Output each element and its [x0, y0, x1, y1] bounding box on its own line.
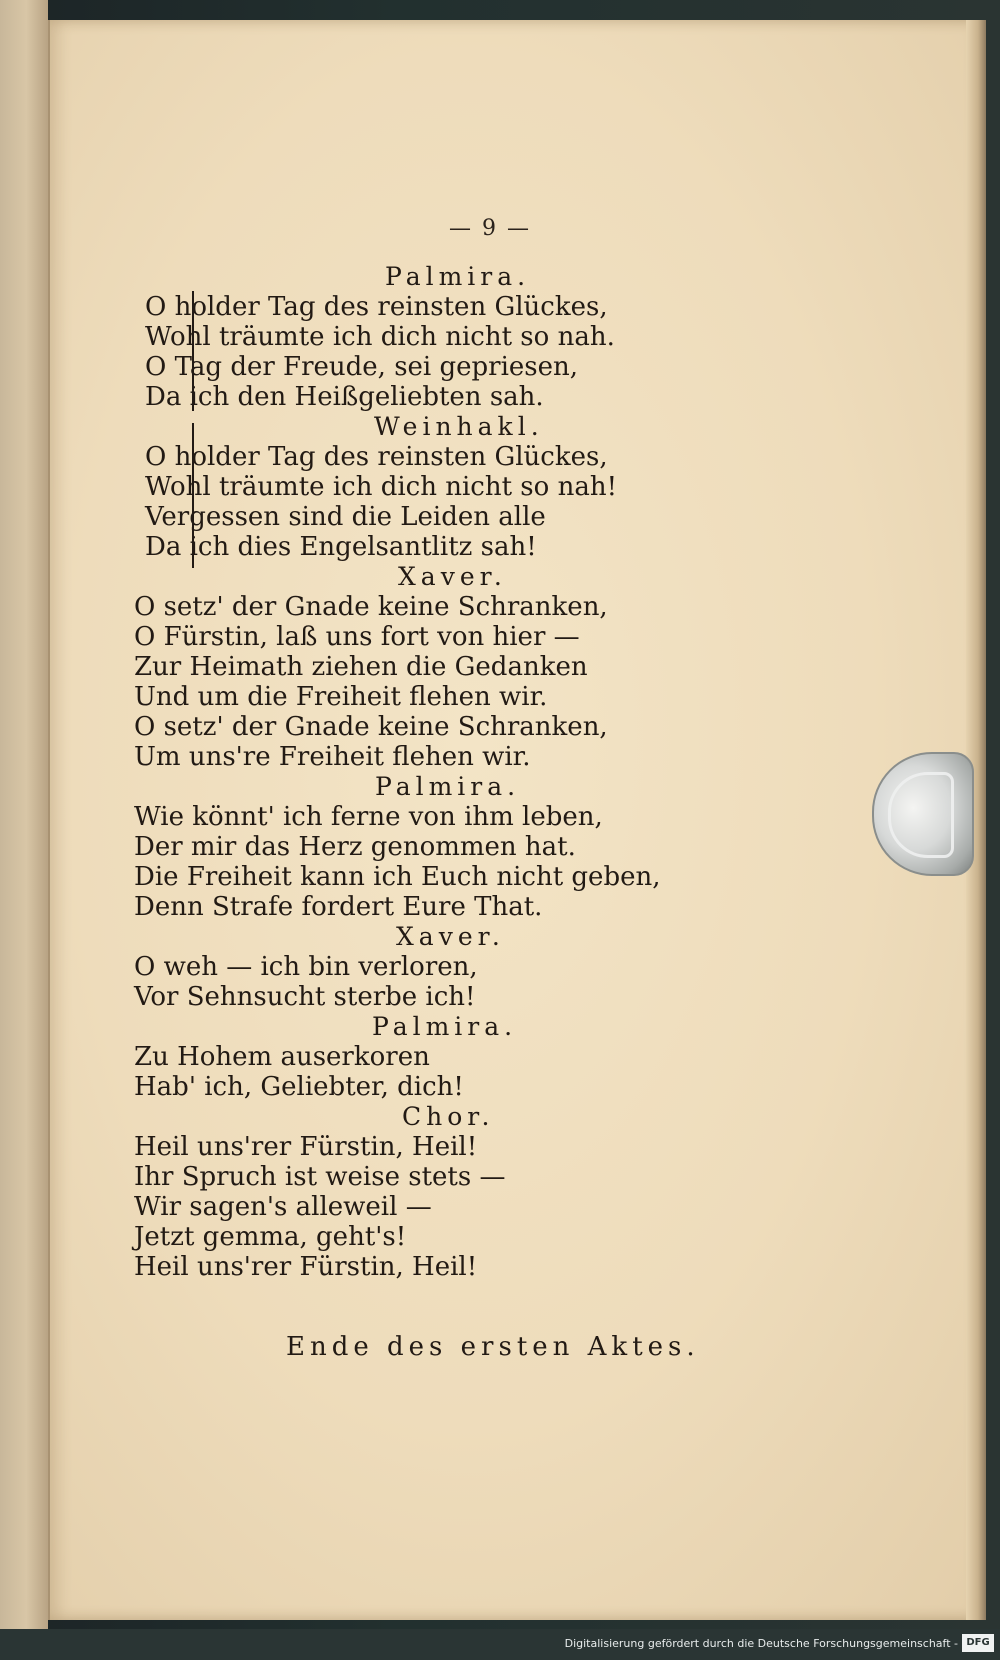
speaker-label: Palmira. [375, 772, 521, 801]
footer-credit: Digitalisierung gefördert durch die Deutsche Forschungsgemeinschaft - [564, 1637, 958, 1650]
verse-line: Vor Sehnsucht sterbe ich! [134, 982, 476, 1012]
verse-line: Denn Strafe fordert Eure That. [134, 892, 543, 922]
page-number: — 9 — [449, 216, 531, 241]
previous-page-edge [0, 0, 48, 1660]
verse-line: O holder Tag des reinsten Glückes, [145, 292, 608, 322]
speaker-label: Palmira. [385, 262, 531, 291]
verse-line: Zur Heimath ziehen die Gedanken [134, 652, 588, 682]
verse-line: Da ich den Heißgeliebten sah. [145, 382, 544, 412]
speaker-label: Xaver. [396, 922, 505, 951]
digitization-footer [0, 1629, 1000, 1660]
verse-line: Jetzt gemma, geht's! [134, 1222, 407, 1252]
verse-line: O setz' der Gnade keine Schranken, [134, 592, 608, 622]
verse-line: Und um die Freiheit flehen wir. [134, 682, 548, 712]
verse-line: O setz' der Gnade keine Schranken, [134, 712, 608, 742]
page-clip [872, 752, 974, 876]
verse-line: Heil uns'rer Fürstin, Heil! [134, 1132, 478, 1162]
verse-line: Wir sagen's alleweil — [134, 1192, 432, 1222]
verse-line: Wie könnt' ich ferne von ihm leben, [134, 802, 603, 832]
verse-line: Um uns're Freiheit flehen wir. [134, 742, 531, 772]
book-page [48, 20, 986, 1620]
verse-line: Die Freiheit kann ich Euch nicht geben, [134, 862, 661, 892]
speaker-label: Chor. [402, 1102, 495, 1131]
verse-line: O Tag der Freude, sei gepriesen, [145, 352, 579, 382]
speaker-label: Xaver. [398, 562, 507, 591]
dfg-logo: DFG [962, 1634, 994, 1652]
verse-line: Wohl träumte ich dich nicht so nah. [145, 322, 615, 352]
verse-line: Zu Hohem auserkoren [134, 1042, 430, 1072]
verse-line: O Fürstin, laß uns fort von hier — [134, 622, 580, 652]
verse-line: Hab' ich, Geliebter, dich! [134, 1072, 464, 1102]
verse-line: Der mir das Herz genommen hat. [134, 832, 576, 862]
act-closing: Ende des ersten Aktes. [286, 1332, 700, 1362]
verse-line: Heil uns'rer Fürstin, Heil! [134, 1252, 478, 1282]
verse-line: Da ich dies Engelsantlitz sah! [145, 532, 537, 562]
verse-line: Ihr Spruch ist weise stets — [134, 1162, 506, 1192]
verse-line: O holder Tag des reinsten Glückes, [145, 442, 608, 472]
verse-line: Wohl träumte ich dich nicht so nah! [145, 472, 618, 502]
speaker-label: Palmira. [372, 1012, 518, 1041]
verse-line: O weh — ich bin verloren, [134, 952, 478, 982]
verse-line: Vergessen sind die Leiden alle [145, 502, 546, 532]
speaker-label: Weinhakl. [374, 412, 544, 441]
